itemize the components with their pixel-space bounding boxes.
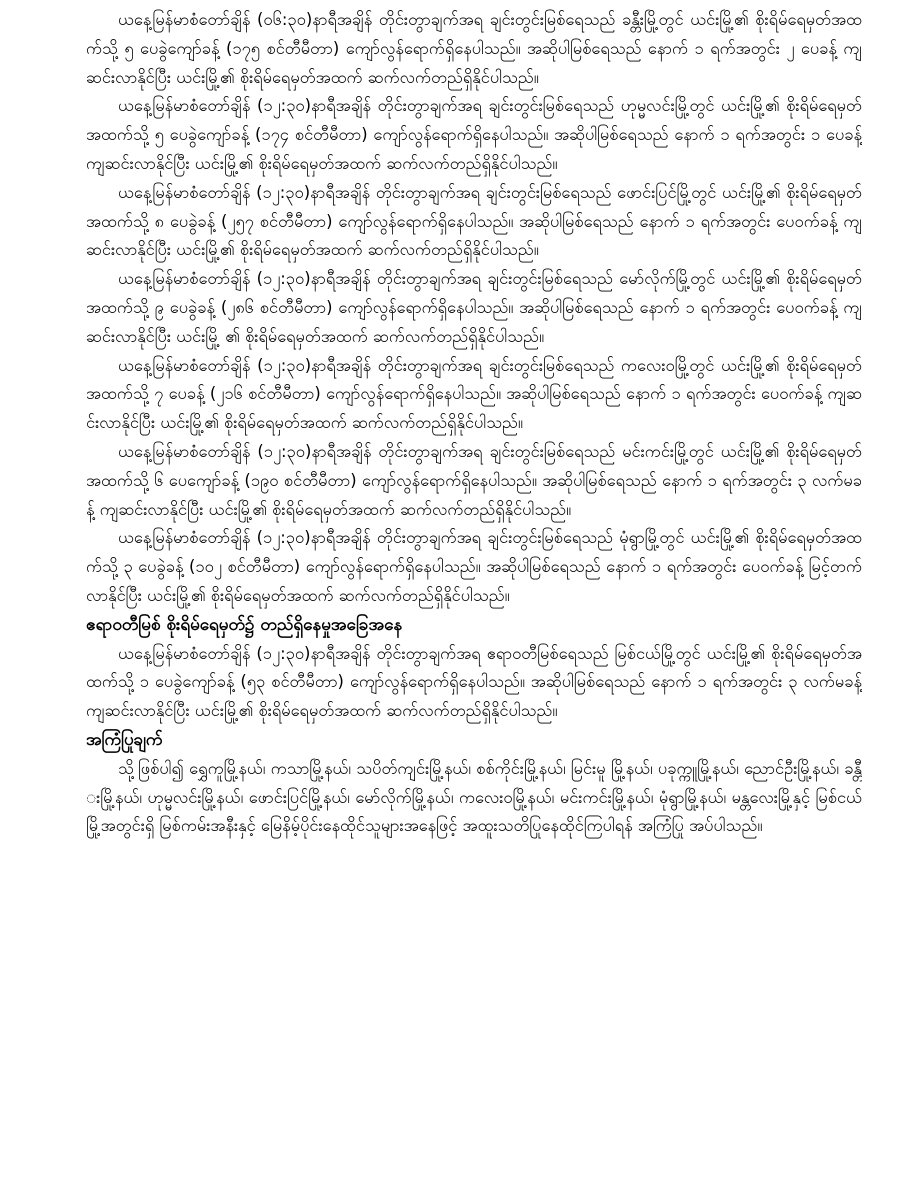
paragraph-myitnge: ယနေ့မြန်မာစံတော်ချိန် (၁၂:၃၀)နာရီအချိန် တိုင်းတွာချက်အရ ဧရာဝတီမြစ်ရေသည် မြစ်ငယ်မြို့တွင် ယင်းမြို့၏ စိုးရိမ်ရေမှတ်အထက်သို့ ၁ ပေခွဲကျော်ခန့် (၅၃ စင်တီမီတာ) ကျော်လွန်ရောက်ရှိနေပါသည်။ အဆိုပါမြစ်ရေသည် နောက် ၁ ရက်အတွင်း ၃ လက်မခန့် ကျဆင်းလာနိုင်ပြီး ယင်းမြို့၏ စိုးရိမ်ရေမှတ်အထက် ဆက်လက်တည်ရှိနိုင်ပါသည်။ bbox=[86, 643, 862, 721]
heading-ayeyarwady: ဧရာဝတီမြစ် စိုးရိမ်ရေမှတ်၌ တည်ရှိနေမှုအခြေအနေ bbox=[86, 614, 403, 635]
paragraph-khamti: ယနေ့မြန်မာစံတော်ချိန် (၀၆:၃၀)နာရီအချိန် တိုင်းတွာချက်အရ ချင်းတွင်းမြစ်ရေသည် ခန္တီးမြို့တွင် ယင်းမြို့၏ စိုးရိမ်ရေမှတ်အထက်သို့ ၅ ပေခွဲကျော်ခန့် (၁၇၅ စင်တီမီတာ) ကျော်လွန်ရောက်ရှိနေပါသည်။ အဆိုပါမြစ်ရေသည် နောက် ၁ ရက်အတွင်း ၂ ပေခန့် ကျဆင်းလာနိုင်ပြီး ယင်းမြို့၏ စိုးရိမ်ရေမှတ်အထက် ဆက်လက်တည်ရှိနိုင်ပါသည်။ bbox=[86, 10, 862, 87]
paragraph-kalewa: ယနေ့မြန်မာစံတော်ချိန် (၁၂:၃၀)နာရီအချိန် တိုင်းတွာချက်အရ ချင်းတွင်းမြစ်ရေသည် ကလေးဝမြို့တွင် ယင်းမြို့၏ စိုးရိမ်ရေမှတ်အထက်သို့ ၇ ပေခန့် (၂၁၆ စင်တီမီတာ) ကျော်လွန်ရောက်ရှိနေပါသည်။ အဆိုပါမြစ်ရေသည် နောက် ၁ ရက်အတွင်း ပေဝက်ခန့် ကျဆင်းလာနိုင်ပြီး ယင်းမြို့၏ စိုးရိမ်ရေမှတ်အထက် ဆက်လက်တည်ရှိနိုင်ပါသည်။ bbox=[86, 355, 862, 433]
paragraph-advice: သို့ဖြစ်ပါ၍ ရွှေကူမြို့နယ်၊ ကသာမြို့နယ်၊ သပိတ်ကျင်းမြို့နယ်၊ စစ်ကိုင်းမြို့နယ်၊ မြင်းမူ မြို့နယ်၊ ပခုက္ကူမြို့နယ်၊ ညောင်ဦးမြို့နယ်၊ ခန္တီးမြို့နယ်၊ ဟုမ္မလင်းမြို့နယ်၊ ဖောင်းပြင်မြို့နယ်၊ မော်လိုက်မြို့နယ်၊ ကလေးဝမြို့နယ်၊ မင်းကင်းမြို့နယ်၊ မုံရွာမြို့နယ်၊ မန္တလေးမြို့နှင့် မြစ်ငယ်မြို့အတွင်းရှိ မြစ်ကမ်းအနီးနှင့် မြေနိမ့်ပိုင်းနေထိုင်သူများအနေဖြင့် အထူးသတိပြုနေထိုင်ကြပါရန် အကြံပြု အပ်ပါသည်။ bbox=[86, 758, 862, 836]
paragraph-monywa: ယနေ့မြန်မာစံတော်ချိန် (၁၂:၃၀)နာရီအချိန် တိုင်းတွာချက်အရ ချင်းတွင်းမြစ်ရေသည် မုံရွာမြို့တွင် ယင်းမြို့၏ စိုးရိမ်ရေမှတ်အထက်သို့ ၃ ပေခွဲခန့် (၁၀၂ စင်တီမီတာ) ကျော်လွန်ရောက်ရှိနေပါသည်။ အဆိုပါမြစ်ရေသည် နောက် ၁ ရက်အတွင်း ပေဝက်ခန့် မြင့်တက်လာနိုင်ပြီး ယင်းမြို့၏ စိုးရိမ်ရေမှတ်အထက် ဆက်လက်တည်ရှိနိုင်ပါသည်။ bbox=[86, 528, 862, 605]
document-page bbox=[86, 6, 862, 1194]
paragraph-mawlaik: ယနေ့မြန်မာစံတော်ချိန် (၁၂:၃၀)နာရီအချိန် တိုင်းတွာချက်အရ ချင်းတွင်းမြစ်ရေသည် မော်လိုက်မြို့တွင် ယင်းမြို့၏ စိုးရိမ်ရေမှတ်အထက်သို့ ၉ ပေခွဲခန့် (၂၈၆ စင်တီမီတာ) ကျော်လွန်ရောက်ရှိနေပါသည်။ အဆိုပါမြစ်ရေသည် နောက် ၁ ရက်အတွင်း ပေဝက်ခန့် ကျဆင်းလာနိုင်ပြီး ယင်းမြို့ ၏ စိုးရိမ်ရေမှတ်အထက် ဆက်လက်တည်ရှိနိုင်ပါသည်။ bbox=[86, 269, 862, 346]
paragraph-homalin: ယနေ့မြန်မာစံတော်ချိန် (၁၂:၃၀)နာရီအချိန် တိုင်းတွာချက်အရ ချင်းတွင်းမြစ်ရေသည် ဟုမ္မလင်းမြို့တွင် ယင်းမြို့၏ စိုးရိမ်ရေမှတ်အထက်သို့ ၅ ပေခွဲကျော်ခန့် (၁၇၄ စင်တီမီတာ) ကျော်လွန်ရောက်ရှိနေပါသည်။ အဆိုပါမြစ်ရေသည် နောက် ၁ ရက်အတွင်း ၁ ပေခန့် ကျဆင်းလာနိုင်ပြီး ယင်းမြို့၏ စိုးရိမ်ရေမှတ်အထက် ဆက်လက်တည်ရှိနိုင်ပါသည်။ bbox=[86, 96, 862, 173]
heading-advice: အကြံပြုချက် bbox=[86, 729, 163, 750]
paragraph-phaungpyin: ယနေ့မြန်မာစံတော်ချိန် (၁၂:၃၀)နာရီအချိန် တိုင်းတွာချက်အရ ချင်းတွင်းမြစ်ရေသည် ဖောင်းပြင်မြို့တွင် ယင်းမြို့၏ စိုးရိမ်ရေမှတ်အထက်သို့ ၈ ပေခွဲခန့် (၂၅၇ စင်တီမီတာ) ကျော်လွန်ရောက်ရှိနေပါသည်။ အဆိုပါမြစ်ရေသည် နောက် ၁ ရက်အတွင်း ပေဝက်ခန့် ကျဆင်းလာနိုင်ပြီး ယင်းမြို့၏ စိုးရိမ်ရေမှတ်အထက် ဆက်လက်တည်ရှိနိုင်ပါသည်။ bbox=[86, 182, 862, 260]
paragraph-mingin: ယနေ့မြန်မာစံတော်ချိန် (၁၂:၃၀)နာရီအချိန် တိုင်းတွာချက်အရ ချင်းတွင်းမြစ်ရေသည် မင်းကင်းမြို့တွင် ယင်းမြို့၏ စိုးရိမ်ရေမှတ်အထက်သို့ ၆ ပေကျော်ခန့် (၁၉၀ စင်တီမီတာ) ကျော်လွန်ရောက်ရှိနေပါသည်။ အဆိုပါမြစ်ရေသည် နောက် ၁ ရက်အတွင်း ၃ လက်မခန့် ကျဆင်းလာနိုင်ပြီး ယင်းမြို့၏ စိုးရိမ်ရေမှတ်အထက် ဆက်လက်တည်ရှိနိုင်ပါသည်။ bbox=[86, 441, 862, 519]
